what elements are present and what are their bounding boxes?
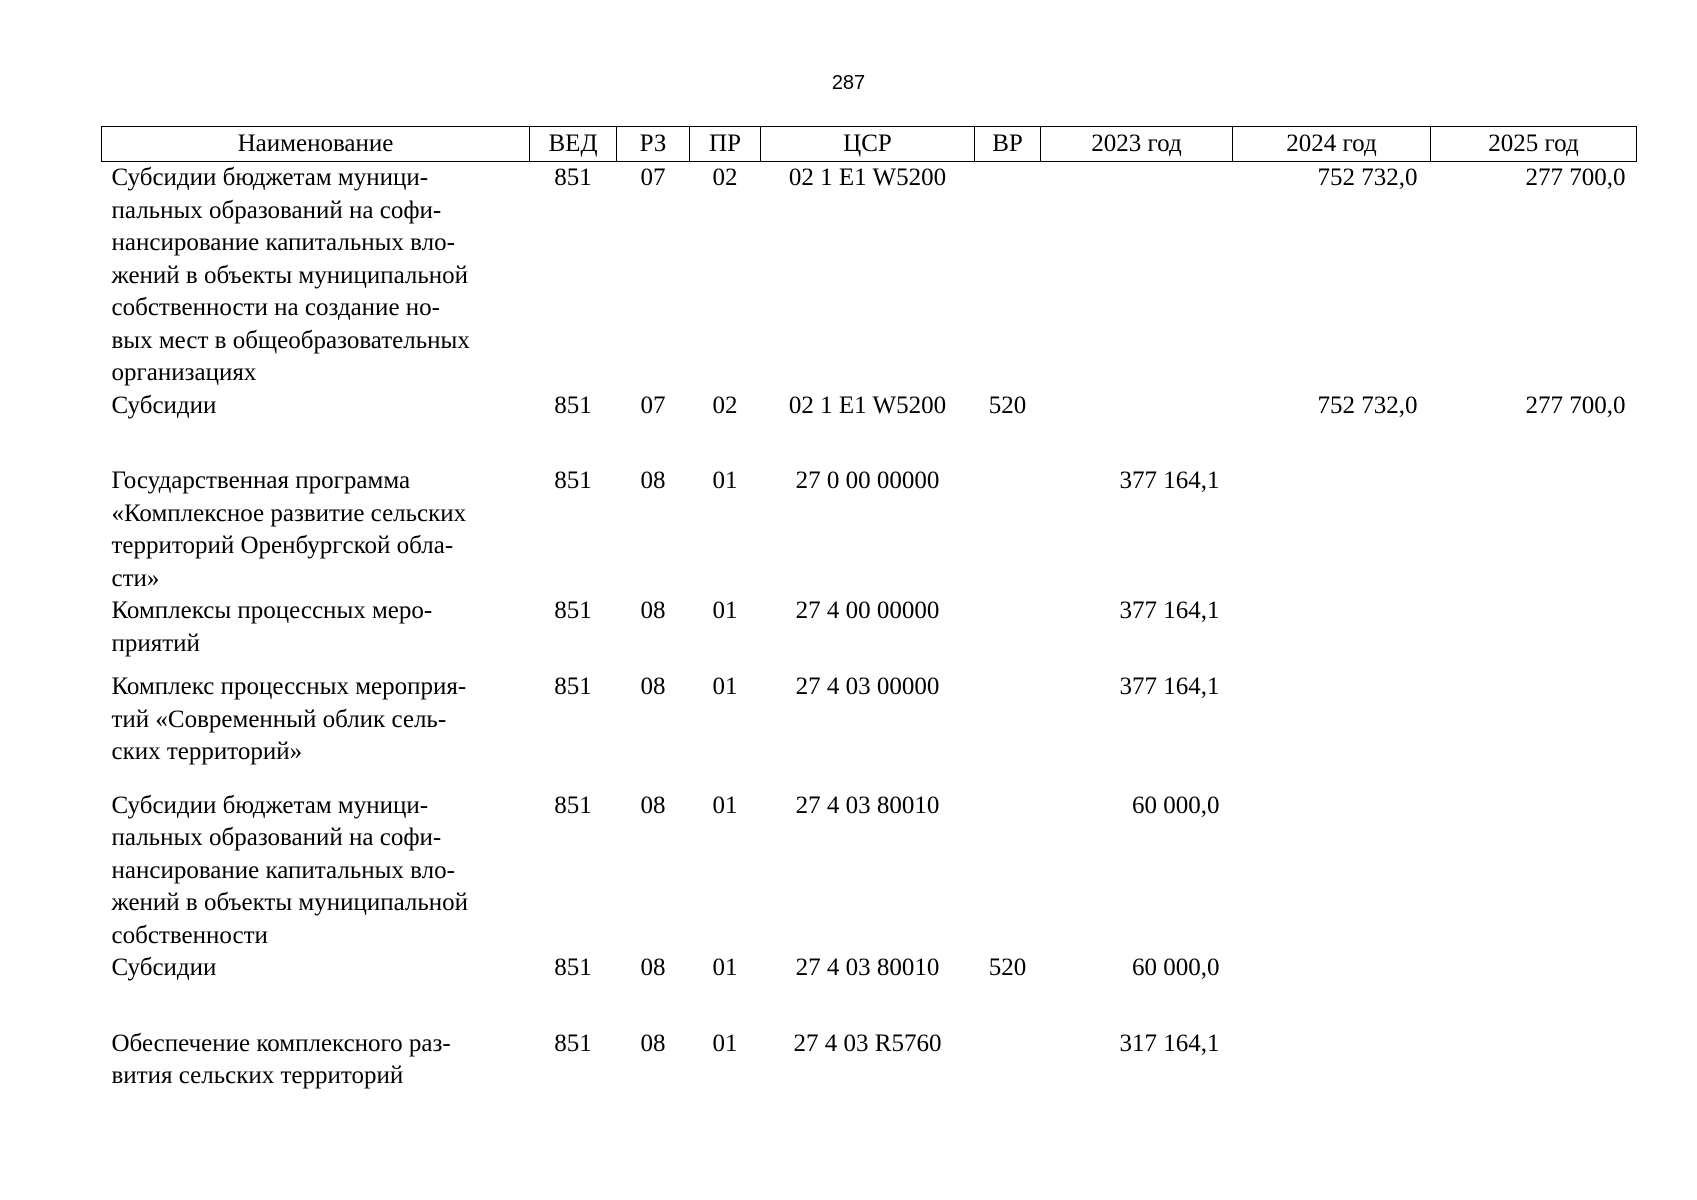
row-2025	[1431, 465, 1637, 595]
row-vr: 520	[988, 954, 1027, 981]
row-2024	[1233, 671, 1431, 790]
row-2024	[1233, 952, 1431, 1028]
row-vr	[975, 162, 1041, 390]
row-2024: 752 732,0	[1317, 391, 1418, 419]
row-vr	[975, 790, 1041, 953]
table-row	[102, 162, 1637, 390]
page-number: 287	[831, 72, 866, 94]
row-2023: 60 000,0	[1132, 791, 1220, 819]
row-name: Комплексы процессных меро- приятий	[111, 597, 433, 657]
row-pr: 01	[712, 467, 738, 494]
col-header-pr: ПР	[690, 127, 761, 162]
row-csr: 27 4 03 00000	[795, 673, 940, 700]
row-ved: 851	[554, 1029, 592, 1057]
table-row	[102, 1028, 1637, 1093]
row-ved: 851	[554, 391, 592, 419]
col-header-csr: ЦСР	[761, 127, 975, 162]
row-2025	[1431, 671, 1637, 790]
header-row	[102, 127, 1637, 162]
row-csr: 27 4 03 80010	[795, 791, 940, 819]
row-2025	[1431, 952, 1637, 1028]
row-rz: 07	[640, 391, 666, 419]
row-pr: 01	[712, 954, 738, 981]
row-rz: 08	[640, 1029, 666, 1057]
row-name: Обеспечение комплексного раз- вития сельских территорий	[111, 1029, 451, 1089]
row-name: Субсидии	[111, 391, 217, 419]
row-pr: 01	[712, 1029, 738, 1057]
table-row	[102, 671, 1637, 790]
row-2025: 277 700,0	[1525, 164, 1626, 191]
row-csr: 27 4 00 00000	[795, 597, 940, 624]
table-row	[102, 790, 1637, 953]
row-csr: 27 4 03 80010	[795, 954, 940, 981]
row-2023: 377 164,1	[1119, 673, 1220, 700]
row-2023: 377 164,1	[1119, 467, 1220, 494]
row-2024	[1233, 1028, 1431, 1093]
row-name: Государственная программа «Комплексное развитие сельских территорий Оренбургской обла- сти»	[111, 467, 467, 592]
row-pr: 02	[712, 391, 738, 419]
row-rz: 08	[640, 954, 666, 981]
col-header-2024: 2024 год	[1233, 127, 1431, 162]
row-2023: 377 164,1	[1119, 597, 1220, 624]
row-2025: 277 700,0	[1525, 391, 1626, 419]
row-csr: 27 4 03 R5760	[793, 1029, 942, 1057]
row-rz: 07	[640, 164, 666, 191]
row-ved: 851	[554, 791, 592, 819]
col-header-rz: РЗ	[617, 127, 690, 162]
row-2023	[1041, 162, 1233, 390]
row-name: Субсидии бюджетам муници- пальных образований на софи- нансирование капитальных вло- жений в объекты муниципальной собственности	[111, 791, 469, 949]
table-row	[102, 465, 1637, 595]
row-2023	[1041, 390, 1233, 466]
budget-table	[101, 126, 1637, 1093]
row-vr	[975, 595, 1041, 671]
row-name: Субсидии бюджетам муници- пальных образований на софи- нансирование капитальных вло- жений в объекты муниципальной собственности на создание но- вых мест в общеобразовательных организациях	[111, 164, 470, 386]
row-ved: 851	[554, 597, 592, 624]
row-2024	[1233, 595, 1431, 671]
row-pr: 01	[712, 673, 738, 700]
row-2024	[1233, 790, 1431, 953]
row-2023: 317 164,1	[1119, 1029, 1220, 1057]
row-csr: 02 1 E1 W5200	[788, 391, 947, 419]
row-ved: 851	[554, 954, 592, 981]
row-pr: 02	[712, 164, 738, 191]
row-rz: 08	[640, 467, 666, 494]
row-ved: 851	[554, 467, 592, 494]
row-rz: 08	[640, 597, 666, 624]
col-header-2025: 2025 год	[1431, 127, 1637, 162]
row-vr	[975, 1028, 1041, 1093]
row-2024: 752 732,0	[1317, 164, 1418, 191]
row-name: Комплекс процессных мероприя- тий «Современный облик сель- ских территорий»	[111, 673, 467, 765]
row-2024	[1233, 465, 1431, 595]
table-row	[102, 595, 1637, 671]
row-csr: 02 1 E1 W5200	[788, 164, 947, 191]
row-2023: 60 000,0	[1132, 954, 1220, 981]
row-rz: 08	[640, 673, 666, 700]
row-2025	[1431, 1028, 1637, 1093]
table-row	[102, 390, 1637, 466]
row-pr: 01	[712, 791, 738, 819]
col-header-ved: ВЕД	[530, 127, 617, 162]
col-header-name: Наименование	[102, 127, 530, 162]
row-csr: 27 0 00 00000	[795, 467, 940, 494]
row-vr: 520	[988, 391, 1027, 419]
row-ved: 851	[554, 673, 592, 700]
row-2025	[1431, 595, 1637, 671]
col-header-vr: ВР	[975, 127, 1041, 162]
row-rz: 08	[640, 791, 666, 819]
row-ved: 851	[554, 164, 592, 191]
row-pr: 01	[712, 597, 738, 624]
table-row	[102, 952, 1637, 1028]
row-name: Субсидии	[111, 954, 217, 981]
row-vr	[975, 671, 1041, 790]
row-2025	[1431, 790, 1637, 953]
col-header-2023: 2023 год	[1041, 127, 1233, 162]
row-vr	[975, 465, 1041, 595]
